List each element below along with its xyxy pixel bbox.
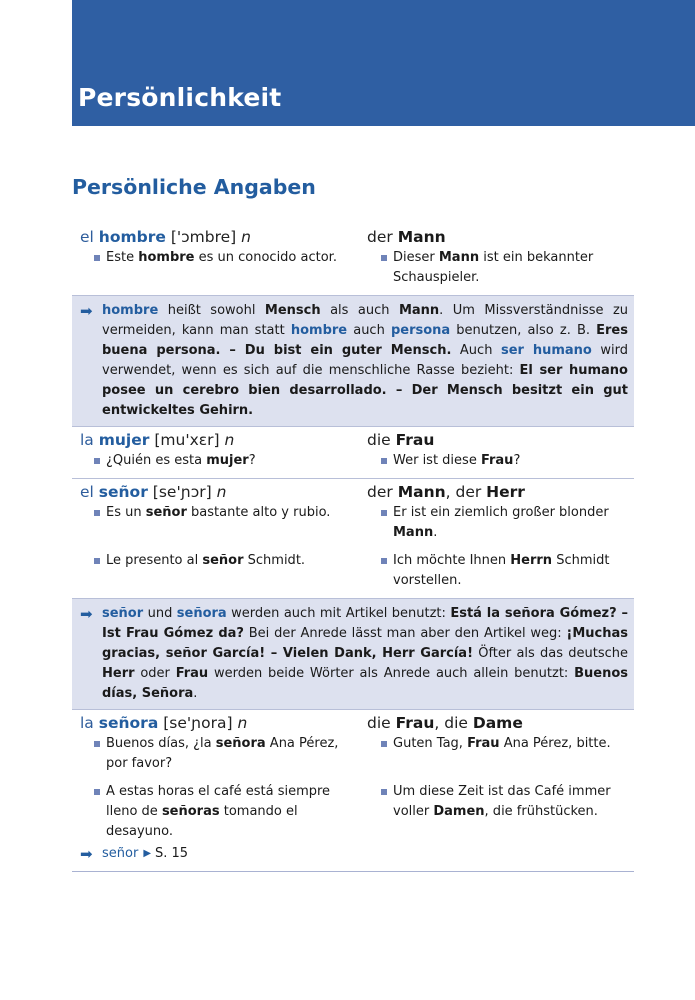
- note-example: Está la señora Gómez? – Ist Frau Gómez da?: [102, 606, 629, 641]
- example-de: Wer ist diese Frau?: [393, 453, 521, 468]
- part-of-speech: n: [241, 228, 251, 246]
- square-bullet-icon: [94, 510, 100, 516]
- pronunciation: ['ɔmbre]: [170, 228, 237, 246]
- note-text-run: auch: [347, 323, 391, 338]
- example-pair: [72, 503, 634, 543]
- headword-de: [359, 712, 634, 734]
- article-de: , die: [434, 714, 473, 732]
- triangle-right-icon: ▶: [143, 848, 152, 859]
- word-es: hombre: [98, 228, 166, 246]
- example-es: ¿Quién es esta mujer?: [106, 453, 256, 468]
- article-de: der: [367, 483, 393, 501]
- example-es: Buenos días, ¿la señora Ana Pérez, por favor?: [106, 736, 339, 771]
- section-title: Persönliche Angaben: [72, 175, 316, 199]
- vocab-entry-mujer: [72, 427, 634, 479]
- headword-de: [359, 481, 634, 503]
- word-de: Herr: [486, 483, 525, 501]
- article-de: , der: [445, 483, 487, 501]
- headword-de: [359, 429, 634, 451]
- square-bullet-icon: [94, 255, 100, 261]
- article-de: die: [367, 431, 391, 449]
- example-es: A estas horas el café está siempre lleno de señoras tomando el desayuno.: [106, 784, 331, 839]
- note-text-run: Öfter als das deutsche: [473, 646, 628, 661]
- word-de: Mann: [397, 483, 446, 501]
- note-text-run: . Um Missverständnisse zu vermeiden, kann man statt: [102, 303, 629, 338]
- cross-reference-page: S. 15: [155, 846, 189, 861]
- example-de: Dieser Mann ist ein bekannter Schauspieler.: [393, 250, 594, 285]
- pronunciation: [mu'xɛr]: [154, 431, 220, 449]
- example-pair: [72, 451, 634, 471]
- note-text-run: werden beide Wörter als Anrede auch allein benutzt:: [208, 666, 575, 681]
- note-text-run: oder: [134, 666, 176, 681]
- vocab-entry-senora: [72, 710, 634, 872]
- note-example: Herr: [102, 666, 135, 681]
- example-de: Guten Tag, Frau Ana Pérez, bitte.: [393, 736, 611, 751]
- example-pair: [72, 734, 634, 774]
- cross-reference[interactable]: [72, 844, 634, 864]
- example-pair: [72, 551, 634, 591]
- headword-es: [72, 712, 359, 734]
- note-keyword: persona: [390, 323, 451, 338]
- article-de: der: [367, 228, 393, 246]
- article-de: die: [367, 714, 391, 732]
- note-keyword: hombre: [102, 303, 159, 318]
- note-example: Mensch: [264, 303, 321, 318]
- example-pair: [72, 782, 634, 842]
- example-de: Er ist ein ziemlich großer blonder Mann.: [393, 505, 609, 540]
- pronunciation: [se'ɲora]: [163, 714, 233, 732]
- note-text-run: und: [143, 606, 177, 621]
- note-text-run: als auch: [320, 303, 399, 318]
- note-text-run: Auch: [451, 343, 501, 358]
- vocabulary-list: [72, 224, 634, 872]
- chapter-title: Persönlichkeit: [78, 83, 282, 112]
- square-bullet-icon: [381, 741, 387, 747]
- square-bullet-icon: [94, 458, 100, 464]
- part-of-speech: n: [216, 483, 227, 501]
- square-bullet-icon: [381, 255, 387, 261]
- word-de: Mann: [397, 228, 446, 246]
- headword-es: [72, 429, 359, 451]
- article-es: la: [80, 714, 94, 732]
- article-es: la: [80, 431, 94, 449]
- vocab-entry-senor: [72, 479, 634, 599]
- cross-reference-word[interactable]: señor: [102, 846, 139, 861]
- word-es: señor: [98, 483, 148, 501]
- word-es: mujer: [98, 431, 150, 449]
- example-es: Este hombre es un conocido actor.: [106, 250, 337, 265]
- note-text-run: heißt sowohl: [158, 303, 265, 318]
- note-keyword: hombre: [290, 323, 348, 338]
- vocab-entry-hombre: [72, 224, 634, 296]
- usage-note: [72, 599, 634, 710]
- example-de: Ich möchte Ihnen Herrn Schmidt vorstellen.: [393, 553, 610, 588]
- note-text-run: Bei der Anrede lässt man aber den Artikel weg:: [243, 626, 567, 641]
- word-de: Frau: [395, 714, 435, 732]
- word-de: Dame: [472, 714, 523, 732]
- square-bullet-icon: [94, 741, 100, 747]
- word-de: Frau: [395, 431, 435, 449]
- note-keyword: señora: [176, 606, 227, 621]
- square-bullet-icon: [381, 458, 387, 464]
- headword-de: [359, 226, 634, 248]
- example-de: Um diese Zeit ist das Café immer voller Damen, die frühstücken.: [393, 784, 611, 819]
- note-example: Frau: [175, 666, 209, 681]
- part-of-speech: n: [237, 714, 248, 732]
- headword-es: [72, 226, 359, 248]
- square-bullet-icon: [381, 789, 387, 795]
- usage-note: [72, 296, 634, 427]
- note-text-run: wird verwendet, wenn es sich auf die menschliche Rasse bezieht:: [102, 343, 628, 378]
- right-arrow-icon: ➡: [80, 605, 93, 623]
- note-example: Mann: [398, 303, 440, 318]
- note-example: Buenos días, Señora: [102, 666, 628, 701]
- example-es: Es un señor bastante alto y rubio.: [106, 505, 331, 520]
- note-keyword: señor: [102, 606, 144, 621]
- note-example: Eres buena persona. – Du bist ein guter Mensch.: [102, 323, 628, 358]
- word-es: señora: [98, 714, 159, 732]
- note-keyword: ser humano: [500, 343, 592, 358]
- pronunciation: [se'ɲɔr]: [152, 483, 212, 501]
- example-pair: [72, 248, 634, 288]
- note-example: El ser humano posee un cerebro bien desarrollado. – Der Mensch besitzt ein gut entwickeltes Gehirn.: [102, 363, 628, 418]
- usage-note-text: [102, 301, 628, 421]
- headword-es: [72, 481, 359, 503]
- article-es: el: [80, 483, 94, 501]
- right-arrow-icon: ➡: [80, 302, 93, 320]
- example-es: Le presento al señor Schmidt.: [106, 553, 306, 568]
- right-arrow-icon: ➡: [80, 845, 93, 863]
- square-bullet-icon: [94, 789, 100, 795]
- square-bullet-icon: [381, 510, 387, 516]
- part-of-speech: n: [224, 431, 235, 449]
- chapter-banner: [72, 0, 695, 126]
- usage-note-text: [102, 604, 628, 704]
- note-text-run: werden auch mit Artikel benutzt:: [226, 606, 451, 621]
- note-example: ¡Muchas gracias, señor García! – Vielen Dank, Herr García!: [102, 626, 628, 661]
- note-text-run: benutzen, also z. B.: [450, 323, 597, 338]
- square-bullet-icon: [94, 558, 100, 564]
- square-bullet-icon: [381, 558, 387, 564]
- article-es: el: [80, 228, 94, 246]
- note-text-run: .: [193, 686, 198, 701]
